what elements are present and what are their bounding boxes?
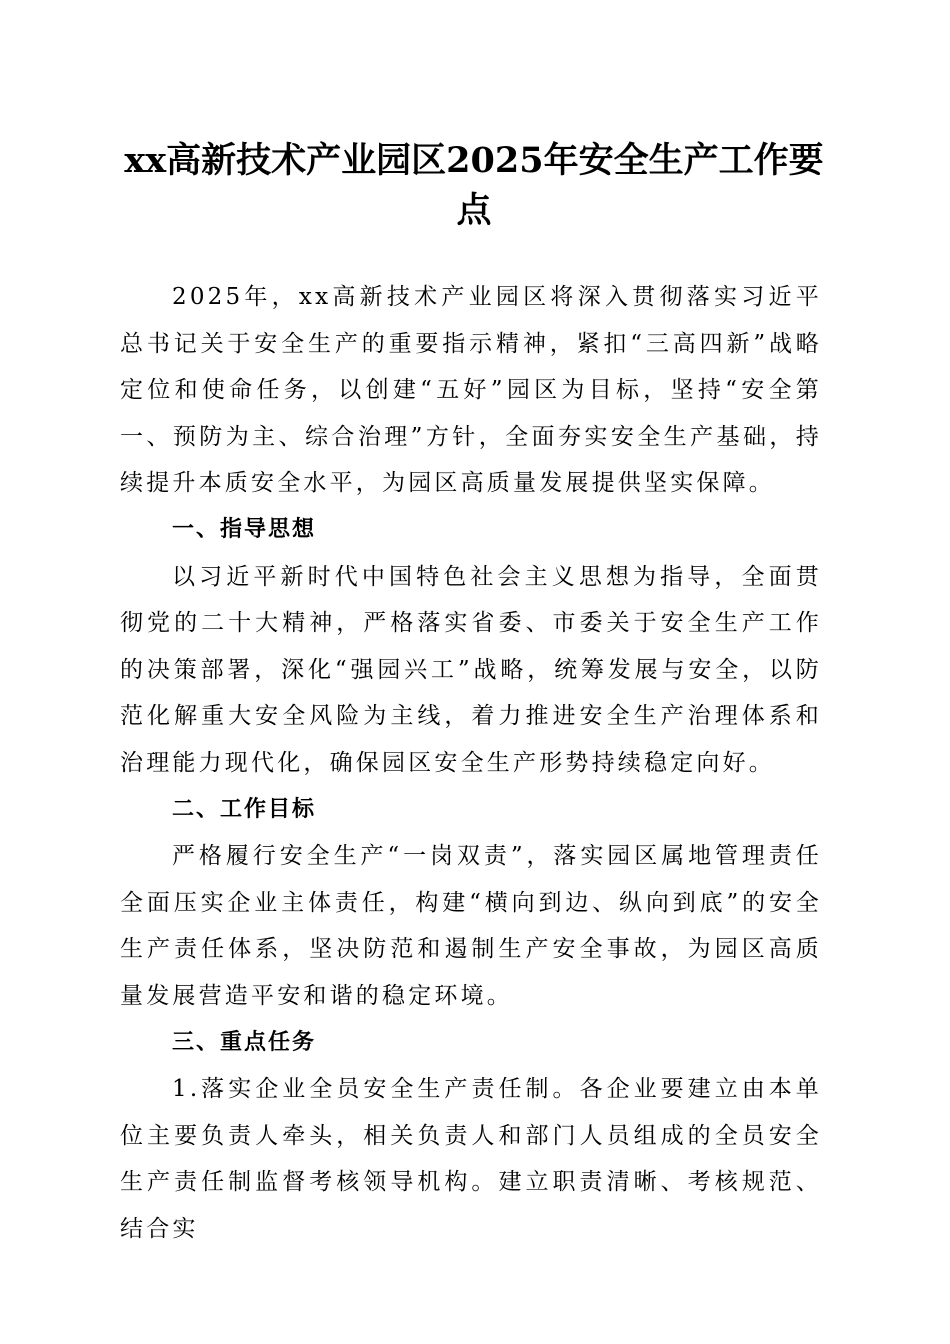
document-body xyxy=(120,274,822,1252)
section-heading-work-goals: 二、工作目标 xyxy=(172,796,317,822)
section-paragraph-key-tasks: 1.落实企业全员安全生产责任制。各企业要建立由本单位主要负责人牵头，相关负责人和部门人员组成的全员安全生产责任制监督考核领导机构。建立职责清晰、考核规范、结合实 xyxy=(120,1076,822,1242)
section-paragraph-work-goals: 严格履行安全生产“一岗双责”，落实园区属地管理责任全面压实企业主体责任，构建“横向到边、纵向到底”的安全生产责任体系，坚决防范和遏制生产安全事故，为园区高质量发展营造平安和谐的稳定环境。 xyxy=(120,843,822,1009)
section-heading-guiding-ideology: 一、指导思想 xyxy=(172,516,317,542)
section-paragraph-guiding-ideology: 以习近平新时代中国特色社会主义思想为指导，全面贯彻党的二十大精神，严格落实省委、市委关于安全生产工作的决策部署，深化“强园兴工”战略，统筹发展与安全，以防范化解重大安全风险为主线，着力推进安全生产治理体系和治理能力现代化，确保园区安全生产形势持续稳定向好。 xyxy=(120,563,822,776)
document-title: xx高新技术产业园区2025年安全生产工作要点 xyxy=(124,140,824,231)
section-heading-key-tasks: 三、重点任务 xyxy=(172,1029,317,1055)
intro-paragraph: 2025年，xx高新技术产业园区将深入贯彻落实习近平总书记关于安全生产的重要指示精神，紧扣“三高四新”战略定位和使命任务，以创建“五好”园区为目标，坚持“安全第一、预防为主、综合治理”方针，全面夯实安全生产基础，持续提升本质安全水平，为园区高质量发展提供坚实保障。 xyxy=(120,284,822,497)
